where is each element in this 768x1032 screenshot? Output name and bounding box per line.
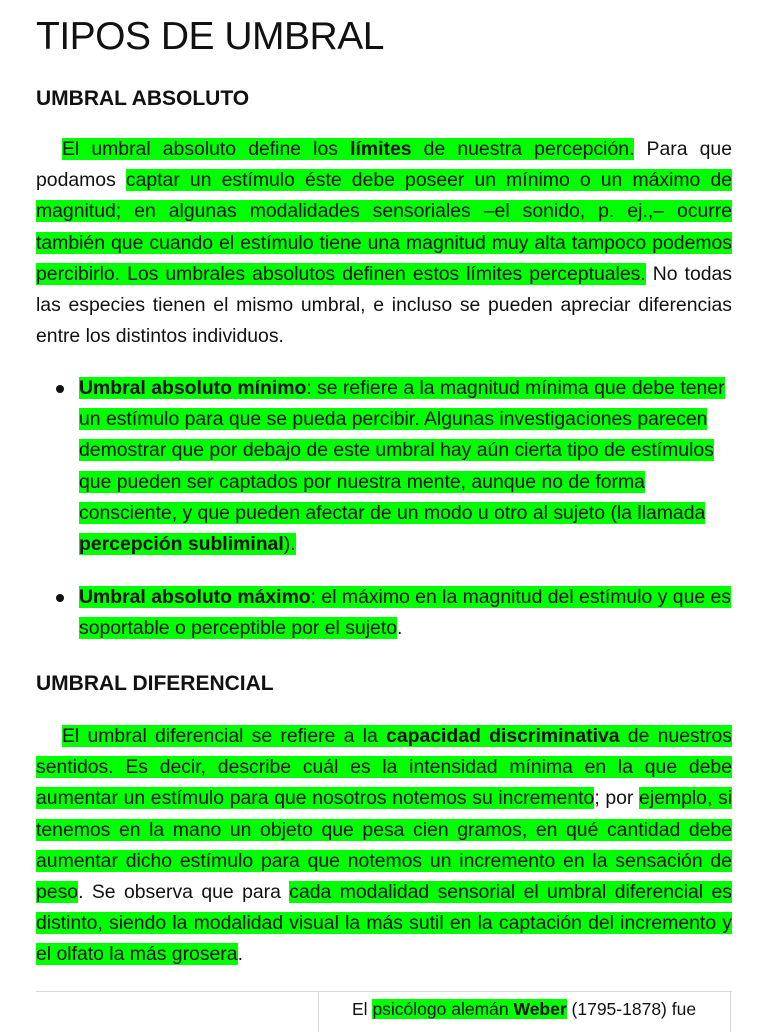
- highlight: ejemplo, si tenemos en la mano un objeto que pesa cien gramos, en qué cantidad debe aumentar dicho estímulo para que notemos un incremento en la sensación de peso: [36, 787, 732, 904]
- absoluto-list: [36, 373, 732, 667]
- bullet-icon: [56, 594, 64, 602]
- section-heading-absoluto: UMBRAL ABSOLUTO: [36, 87, 250, 110]
- section-heading-diferencial: UMBRAL DIFERENCIAL: [36, 672, 274, 695]
- highlight: El umbral absoluto define los límites de nuestra percepción.: [62, 138, 635, 160]
- paragraph-diferencial: El umbral diferencial se refiere a la capacidad discriminativa de nuestros sentidos. Es decir, describe cuál es la intensidad mínima en la que debe aumentar un estímulo para que nosotros notemos su incremento; por ejemplo, si tenemos en la mano un objeto que pesa cien gramos, en qué cantidad debe aumentar dicho estímulo para que notemos un incremento en la sensación de peso. Se observa que para cada modalidad sensorial el umbral diferencial es distinto, siendo la modalidad visual la más sutil en la captación del incremento y el olfato la más grosera.: [36, 725, 733, 966]
- highlight: captar un estímulo éste debe poseer un mínimo o un máximo de magnitud; en algunas modalidades sensoriales –el sonido, p. ej.,– ocurre también que cuando el estímulo tiene una magnitud muy alta tampoco podemos percibirlo. Los umbrales absolutos definen estos límites perceptuales.: [36, 169, 733, 285]
- table-cell-text: El psicólogo alemán Weber (1795-1878) fue: [319, 992, 731, 1032]
- list-item-minimo: [36, 373, 732, 560]
- table-fragment: [36, 991, 732, 1032]
- highlight: Umbral absoluto máximo: el máximo en la magnitud del estímulo y que es soportable o perceptible por el sujeto: [79, 586, 732, 640]
- highlight: cada modalidad sensorial el umbral diferencial es distinto, siendo la modalidad visual la más sutil en la captación del incremento y el olfato la más grosera: [36, 881, 732, 966]
- table-cell-empty: [36, 992, 319, 1032]
- highlight: El umbral diferencial se refiere a la capacidad discriminativa de nuestros sentidos. Es decir, describe cuál es la intensidad mínima en la que debe aumentar un estímulo para que nosotros notemos su incremento: [36, 725, 733, 810]
- list-item-maximo: Umbral absoluto máximo: el máximo en la magnitud del estímulo y que es soportable o perceptible por el sujeto.: [36, 582, 732, 644]
- page-title: TIPOS DE UMBRAL: [36, 15, 384, 58]
- bullet-icon: [56, 385, 64, 393]
- highlight: Umbral absoluto mínimo: se refiere a la magnitud mínima que debe tener un estímulo para que se pueda percibir. Algunas investigaciones parecen demostrar que por debajo de este umbral hay aún cierta tipo de estímulos que pueden ser captados por nuestra mente, aunque no de forma consciente, y que pueden afectar de un modo u otro al sujeto (la llamada percepción subliminal).: [79, 377, 725, 556]
- paragraph-absoluto: El umbral absoluto define los límites de nuestra percepción. Para que podamos captar un estímulo éste debe poseer un mínimo o un máximo de magnitud; en algunas modalidades sensoriales –el sonido, p. ej.,– ocurre también que cuando el estímulo tiene una magnitud muy alta tampoco podemos percibirlo. Los umbrales absolutos definen estos límites perceptuales. No todas las especies tienen el mismo umbral, e incluso se pueden apreciar diferencias entre los distintos individuos.: [36, 138, 733, 348]
- highlight: psicólogo alemán Weber: [372, 999, 567, 1019]
